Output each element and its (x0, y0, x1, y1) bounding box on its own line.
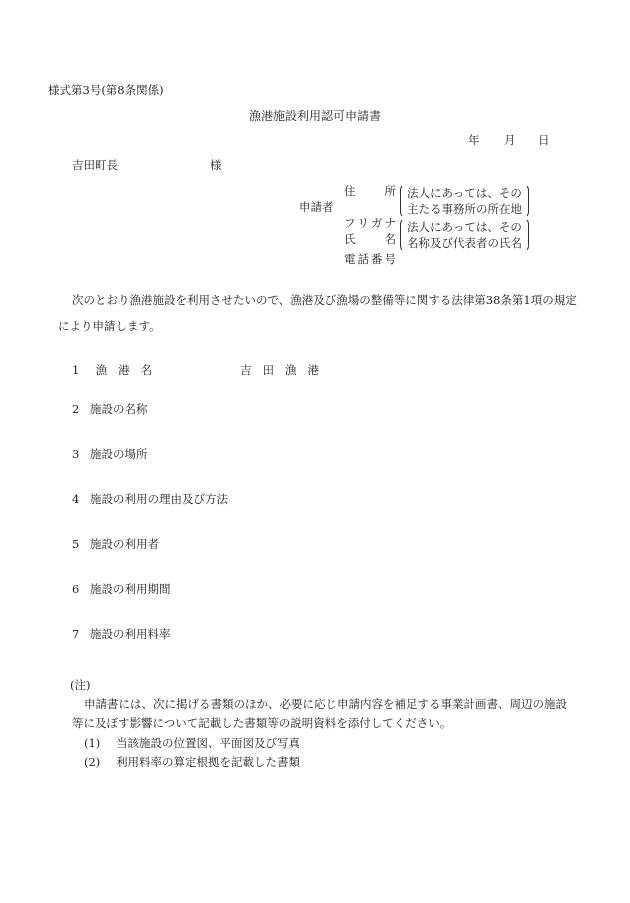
item-1-value: 吉田漁港 (240, 363, 330, 377)
address-note: 法人にあっては、その 主たる事務所の所在地 (400, 184, 529, 218)
addressee-honorific: 様 (210, 158, 222, 172)
phone-label: 電 話 番 号 (344, 252, 396, 266)
name-label: 氏 名 (344, 232, 396, 246)
address-label: 住 所 (344, 184, 396, 198)
date-month: 月 (504, 133, 516, 147)
item-1-label: 漁港名 (95, 363, 164, 377)
applicant-label: 申請者 (299, 200, 334, 214)
name-note: 法人にあっては、その 名称及び代表者の氏名 (400, 218, 529, 252)
item-1: 1 漁港名 (72, 363, 164, 377)
notes-line-2: 等に及ぼす影響について記載した書類等の説明資料を添付してください。 (72, 716, 452, 730)
item-3: 3 施設の場所 (72, 447, 148, 461)
body-line-2: により申請します。 (58, 319, 161, 333)
document-title: 漁港施設利用認可申請書 (248, 109, 381, 123)
form-number: 様式第3号(第8条関係) (48, 83, 164, 97)
item-7: 7 施設の利用料率 (72, 627, 171, 641)
notes-line-1: 申請書には、次に掲げる書類のほか、必要に応じ申請内容を補足する事業計画書、周辺の施設 (84, 697, 567, 711)
item-2: 2 施設の名称 (72, 402, 148, 416)
body-line-1: 次のとおり漁港施設を利用させたいので、漁港及び漁場の整備等に関する法律第38条第1項の規定 (72, 293, 577, 307)
date-year: 年 (468, 133, 480, 147)
date-day: 日 (538, 133, 550, 147)
item-4: 4 施設の利用の理由及び方法 (72, 492, 228, 506)
notes-sub-1: (1) 当該施設の位置図、平面図及び写真 (84, 736, 300, 750)
notes-sub-2: (2) 利用料率の算定根拠を記載した書類 (84, 755, 300, 769)
addressee-name: 吉田町長 (72, 158, 118, 172)
item-5: 5 施設の利用者 (72, 537, 159, 551)
furigana-label: フ リ ガ ナ (344, 216, 396, 230)
item-6: 6 施設の利用期間 (72, 582, 171, 596)
notes-header: (注) (70, 678, 91, 692)
